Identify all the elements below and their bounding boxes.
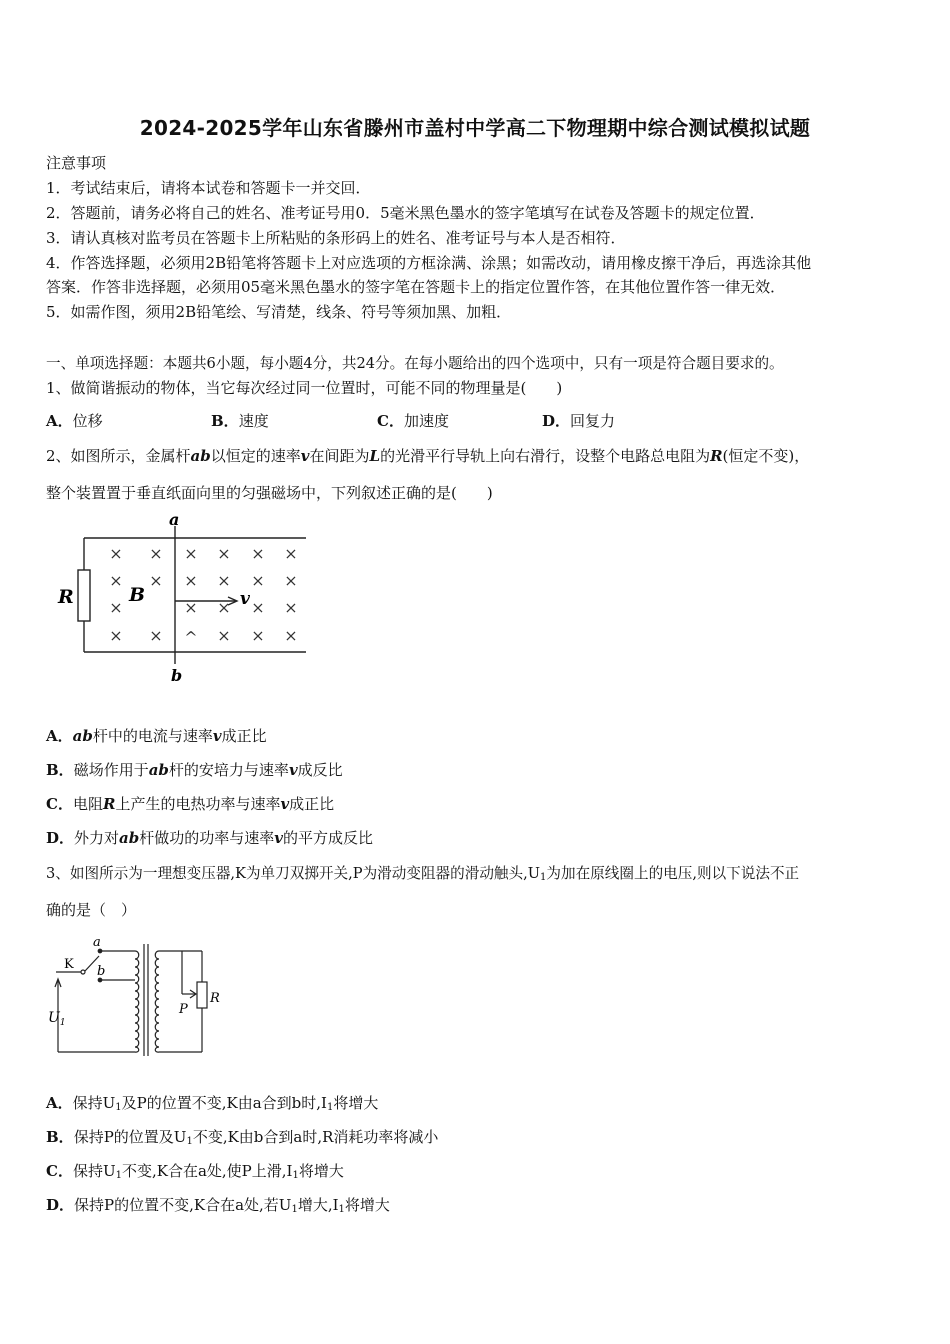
- label-u1: [48, 1010, 66, 1028]
- field-cross: ×: [251, 571, 265, 590]
- q3-subscript: 1: [540, 872, 547, 883]
- q2-option-b[interactable]: [46, 759, 343, 780]
- option-label: D．: [46, 1196, 75, 1214]
- label-b: b: [171, 666, 183, 685]
- option-subscript: 1: [291, 1204, 298, 1215]
- option-text: 速度: [238, 412, 269, 430]
- field-cross: ×: [184, 598, 198, 617]
- option-var: R: [102, 795, 116, 813]
- q2-text: 的光滑平行导轨上向右滑行，设整个电路总电阻为: [380, 447, 711, 465]
- option-text: 外力对: [74, 829, 120, 847]
- option-subscript: 1: [292, 1170, 299, 1181]
- q3-option-d[interactable]: [46, 1194, 390, 1215]
- option-var: v: [274, 829, 283, 847]
- q3-transformer-figure: [44, 932, 234, 1060]
- option-text: 的平方成反比: [282, 829, 373, 847]
- q2-text: 以恒定的速率: [210, 447, 301, 465]
- option-text: 回复力: [570, 412, 616, 430]
- option-text: 成正比: [221, 727, 267, 745]
- option-text: 成反比: [297, 761, 343, 779]
- q1-option-b[interactable]: [211, 410, 269, 431]
- option-label: A．: [46, 412, 73, 430]
- q1-stem: 1、做简谐振动的物体，当它每次经过同一位置时，可能不同的物理量是( ): [46, 379, 563, 397]
- option-text: 杆的安培力与速率: [168, 761, 289, 779]
- q1-option-c[interactable]: [377, 410, 449, 431]
- option-text: 上产生的电热功率与速率: [115, 795, 281, 813]
- notice-item-4: 4．作答选择题，必须用2B铅笔将答题卡上对应选项的方框涂满、涂黑；如需改动，请用橡皮擦干净后，再选涂其他: [46, 254, 812, 272]
- option-text: 位移: [72, 412, 103, 430]
- q2-text: 2、如图所示，金属杆: [46, 447, 191, 465]
- field-cross: ×: [109, 626, 123, 645]
- q3-option-a[interactable]: [46, 1092, 378, 1113]
- q3-stem-line1: [46, 862, 799, 883]
- option-text: 电阻: [72, 795, 103, 813]
- option-text: 及P的位置不变,K由a合到b时,I: [121, 1094, 327, 1112]
- field-cross: ×: [217, 626, 231, 645]
- notice-item-1: 1．考试结束后，请将本试卷和答题卡一并交回．: [46, 179, 371, 197]
- field-cross: ×: [251, 544, 265, 563]
- option-label: A．: [46, 727, 73, 745]
- option-subscript: 1: [186, 1136, 193, 1147]
- field-cross: ×: [109, 571, 123, 590]
- option-text: 增大,I: [297, 1196, 339, 1214]
- field-cross: ×: [184, 544, 198, 563]
- label-r: R: [58, 586, 74, 608]
- option-label: D．: [46, 829, 75, 847]
- option-var: ab: [72, 727, 93, 745]
- field-cross: ×: [217, 544, 231, 563]
- notice-item-4-cont: 答案．作答非选择题，必须用05毫米黑色墨水的签字笔在答题卡上的指定位置作答，在其他位置作答一律无效．: [46, 278, 786, 296]
- option-var: v: [212, 727, 222, 745]
- field-cross: ×: [251, 626, 265, 645]
- field-cross: ×: [109, 544, 123, 563]
- page-title: 2024-2025学年山东省滕州市盖村中学高二下物理期中综合测试模拟试题: [139, 116, 811, 140]
- field-cross: ×: [149, 544, 163, 563]
- field-caret: ^: [184, 628, 198, 647]
- q2-var-l: L: [369, 447, 381, 465]
- field-cross: ×: [284, 626, 298, 645]
- label-a: a: [93, 935, 101, 950]
- label-r: R: [210, 991, 220, 1006]
- label-b: b: [97, 964, 106, 979]
- field-cross: ×: [284, 598, 298, 617]
- field-cross: ×: [217, 571, 231, 590]
- q1-option-a[interactable]: [46, 410, 103, 431]
- field-cross: ×: [149, 626, 163, 645]
- section-heading: 一、单项选择题：本题共6小题，每小题4分，共24分。在每小题给出的四个选项中，只有一项是符合题目要求的。: [46, 355, 784, 372]
- label-k: K: [64, 957, 74, 972]
- notice-item-3: 3．请认真核对监考员在答题卡上所粘贴的条形码上的姓名、准考证号与本人是否相符．: [46, 229, 626, 247]
- field-cross: ×: [284, 571, 298, 590]
- option-subscript: 1: [115, 1170, 122, 1181]
- option-var: v: [288, 761, 298, 779]
- option-text: 保持P的位置不变,K合在a处,若U: [74, 1196, 292, 1214]
- option-text: 将增大: [344, 1196, 390, 1214]
- option-text: 保持P的位置及U: [73, 1128, 187, 1146]
- option-text: 杆中的电流与速率: [92, 727, 213, 745]
- option-text: 成正比: [289, 795, 335, 813]
- option-text: 杆做功的功率与速率: [139, 829, 275, 847]
- option-label: C．: [46, 795, 73, 813]
- notice-heading: 注意事项: [46, 154, 107, 172]
- q2-stem-line1: [46, 445, 809, 466]
- field-cross: ×: [184, 571, 198, 590]
- option-label: B．: [211, 412, 239, 430]
- option-subscript: 1: [338, 1204, 345, 1215]
- notice-item-2: 2．答题前，请务必将自己的姓名、准考证号用0．5毫米黑色墨水的签字笔填写在试卷及答题卡的规定位置．: [46, 204, 765, 222]
- option-label: C．: [46, 1162, 73, 1180]
- q3-option-c[interactable]: [46, 1160, 344, 1181]
- label-u: U: [48, 1010, 60, 1026]
- q3-option-b[interactable]: [46, 1126, 438, 1147]
- q2-var-r: R: [710, 447, 723, 465]
- q2-var-v: v: [300, 447, 310, 465]
- field-cross: ×: [217, 598, 231, 617]
- field-cross: ×: [284, 544, 298, 563]
- option-subscript: 1: [326, 1102, 334, 1113]
- option-text: 不变,K合在a处,使P上滑,I: [121, 1162, 293, 1180]
- option-label: C．: [377, 412, 404, 430]
- option-label: B．: [46, 1128, 74, 1146]
- label-u-sub: 1: [59, 1018, 66, 1028]
- option-text: 保持U: [72, 1162, 116, 1180]
- option-subscript: 1: [115, 1102, 122, 1113]
- label-a: a: [169, 510, 180, 529]
- option-text: 磁场作用于: [73, 761, 149, 779]
- option-text: 将增大: [333, 1094, 379, 1112]
- option-label: A．: [46, 1094, 73, 1112]
- q2-option-d[interactable]: [46, 827, 373, 848]
- option-label: D．: [542, 412, 571, 430]
- option-text: 加速度: [403, 412, 449, 430]
- q2-option-a[interactable]: [46, 725, 267, 746]
- option-text: 将增大: [298, 1162, 344, 1180]
- label-p: P: [179, 1002, 188, 1017]
- label-b-field: B: [129, 584, 146, 606]
- option-var: ab: [119, 829, 140, 847]
- option-text: 不变,K由b合到a时,R消耗功率将减小: [192, 1128, 439, 1146]
- q2-stem-line2: 整个装置置于垂直纸面向里的匀强磁场中，下列叙述正确的是( ): [46, 484, 493, 502]
- q2-circuit-figure: [50, 508, 320, 690]
- field-cross: ×: [251, 598, 265, 617]
- option-var: ab: [148, 761, 169, 779]
- option-var: v: [280, 795, 290, 813]
- field-cross: ×: [109, 598, 123, 617]
- q1-option-d[interactable]: [542, 410, 615, 431]
- option-text: 保持U: [72, 1094, 116, 1112]
- notice-item-5: 5．如需作图，须用2B铅笔绘、写清楚，线条、符号等须加黑、加粗．: [46, 303, 512, 321]
- label-v: v: [240, 589, 250, 609]
- q3-text: 为加在原线圈上的电压,则以下说法不正: [546, 865, 800, 882]
- q2-var-ab: ab: [190, 447, 211, 465]
- q3-text: 3、如图所示为一理想变压器,K为单刀双掷开关,P为滑动变阻器的滑动触头,U: [46, 865, 541, 882]
- q2-option-c[interactable]: [46, 793, 334, 814]
- q2-text: (恒定不变)，: [722, 447, 810, 465]
- option-label: B．: [46, 761, 74, 779]
- field-cross: ×: [149, 571, 163, 590]
- q2-text: 在间距为: [309, 447, 370, 465]
- q3-stem-line2: 确的是（ ）: [46, 901, 137, 919]
